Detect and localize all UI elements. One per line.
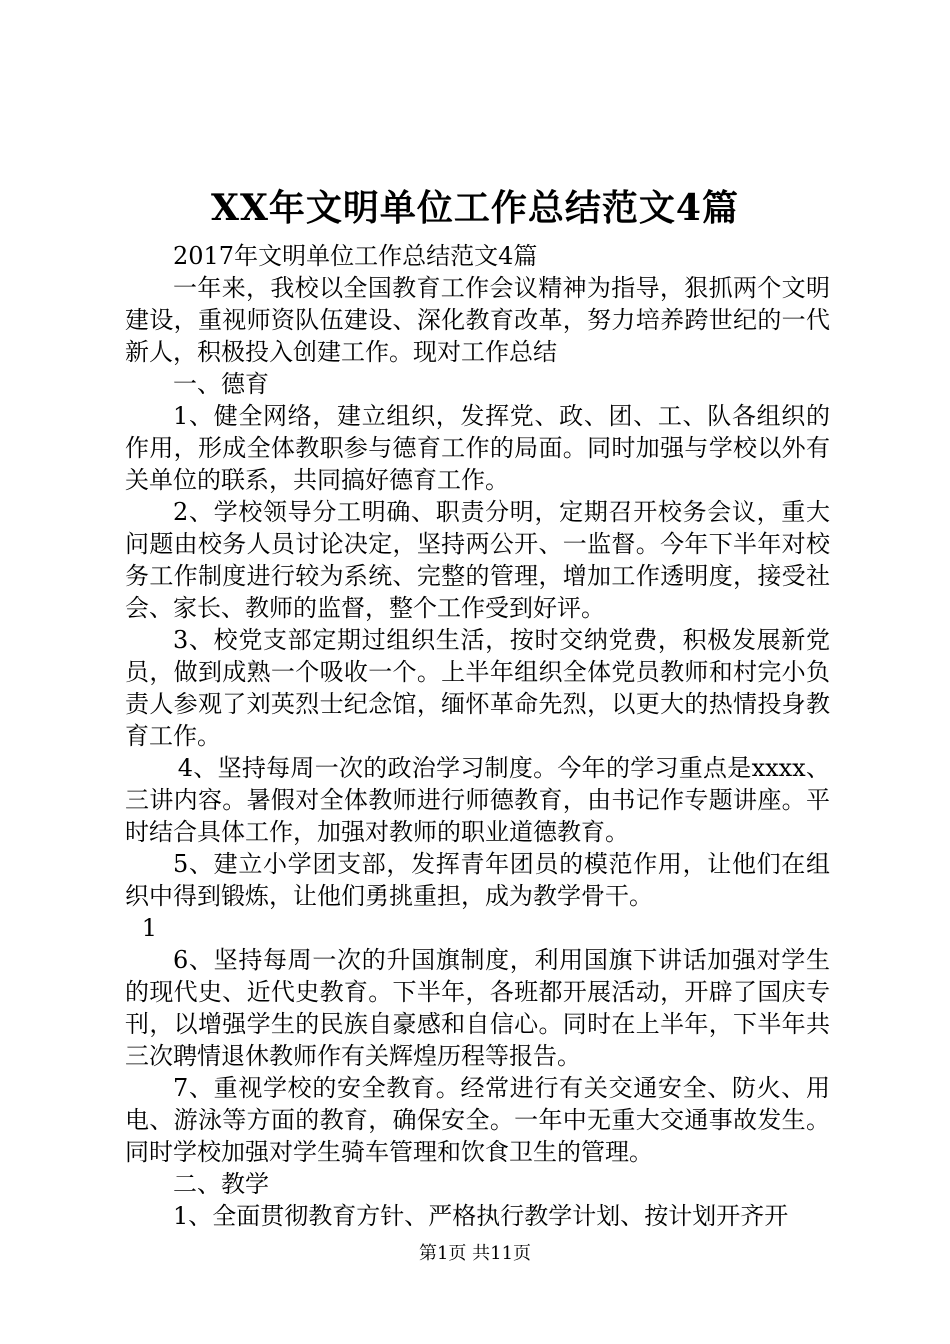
paragraph-item-3: 3、校党支部定期过组织生活，按时交纳党费，积极发展新党员，做到成熟一个吸收一个。上半年组织全体党员教师和村完小负责人参观了刘英烈士纪念馆，缅怀革命先烈，以更大的热情投身教育工作。 — [125, 626, 830, 750]
section-heading-moral-education: 一、德育 — [173, 370, 269, 398]
paragraph-item-2: 2、学校领导分工明确、职责分明，定期召开校务会议，重大问题由校务人员讨论决定，坚持两公开、一监督。今年下半年对校务工作制度进行较为系统、完整的管理，增加工作透明度，接受社会、家长、教师的监督，整个工作受到好评。 — [125, 498, 830, 622]
intro-paragraph: 一年来，我校以全国教育工作会议精神为指导，狠抓两个文明建设，重视师资队伍建设、深化教育改革，努力培养跨世纪的一代新人，积极投入创建工作。现对工作总结 — [125, 274, 830, 366]
document-title: XX年文明单位工作总结范文4篇 — [211, 187, 739, 229]
paragraph-item-5: 5、建立小学团支部，发挥青年团员的模范作用，让他们在组织中得到锻炼，让他们勇挑重担，成为教学骨干。 — [125, 850, 830, 910]
section-heading-teaching: 二、教学 — [173, 1170, 269, 1198]
paragraph-item-1: 1、健全网络，建立组织，发挥党、政、团、工、队各组织的作用，形成全体教职参与德育工作的局面。同时加强与学校以外有关单位的联系，共同搞好德育工作。 — [125, 402, 830, 494]
stray-page-number: 1 — [141, 914, 158, 942]
paragraph-item-7: 7、重视学校的安全教育。经常进行有关交通安全、防火、用电、游泳等方面的教育，确保安全。一年中无重大交通事故发生。同时学校加强对学生骑车管理和饮食卫生的管理。 — [125, 1074, 830, 1166]
document-body — [125, 240, 830, 1232]
subtitle-paragraph: 2017年文明单位工作总结范文4篇 — [173, 242, 538, 270]
page-footer: 第1页 共11页 — [418, 1243, 532, 1264]
paragraph-item-6: 6、坚持每周一次的升国旗制度，利用国旗下讲话加强对学生的现代史、近代史教育。下半年，各班都开展活动，开辟了国庆专刊，以增强学生的民族自豪感和自信心。同时在上半年，下半年共三次聘情退休教师作有关辉煌历程等报告。 — [125, 946, 830, 1070]
paragraph-item-4: 4、坚持每周一次的政治学习制度。今年的学习重点是xxxx、三讲内容。暑假对全体教师进行师德教育，由书记作专题讲座。平时结合具体工作，加强对教师的职业道德教育。 — [125, 754, 830, 846]
paragraph-teaching-item-1: 1、全面贯彻教育方针、严格执行教学计划、按计划开齐开 — [173, 1202, 789, 1230]
